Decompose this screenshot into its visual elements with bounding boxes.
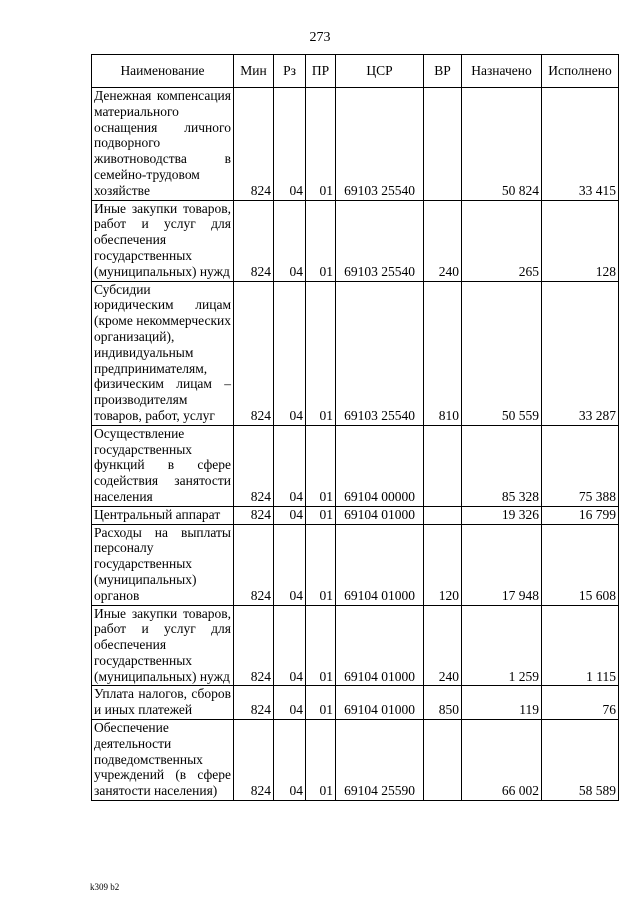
row-rz: 04 <box>274 720 306 801</box>
row-rz: 04 <box>274 506 306 524</box>
row-vr: 240 <box>424 200 462 281</box>
row-vr: 850 <box>424 686 462 720</box>
table-row <box>92 605 619 686</box>
row-name: Осуществление государственных функций в сфере содействия занятости населения <box>92 425 234 506</box>
row-min: 824 <box>234 605 274 686</box>
row-csr: 69104 01000 <box>336 506 424 524</box>
row-planned: 85 328 <box>462 425 542 506</box>
row-pr: 01 <box>306 200 336 281</box>
row-vr <box>424 425 462 506</box>
header-name: Наименование <box>92 55 234 88</box>
header-pr: ПР <box>306 55 336 88</box>
table-header-row <box>92 55 619 88</box>
row-planned: 265 <box>462 200 542 281</box>
row-min: 824 <box>234 506 274 524</box>
row-planned: 19 326 <box>462 506 542 524</box>
row-min: 824 <box>234 281 274 425</box>
row-csr: 69104 01000 <box>336 605 424 686</box>
row-rz: 04 <box>274 281 306 425</box>
row-min: 824 <box>234 524 274 605</box>
row-min: 824 <box>234 200 274 281</box>
row-planned: 50 559 <box>462 281 542 425</box>
row-rz: 04 <box>274 605 306 686</box>
row-pr: 01 <box>306 524 336 605</box>
row-vr: 810 <box>424 281 462 425</box>
row-planned: 17 948 <box>462 524 542 605</box>
row-rz: 04 <box>274 88 306 201</box>
header-vr: ВР <box>424 55 462 88</box>
row-csr: 69104 25590 <box>336 720 424 801</box>
row-executed: 33 287 <box>542 281 619 425</box>
row-rz: 04 <box>274 524 306 605</box>
row-planned: 50 824 <box>462 88 542 201</box>
table-row <box>92 425 619 506</box>
row-pr: 01 <box>306 506 336 524</box>
row-rz: 04 <box>274 686 306 720</box>
row-vr: 120 <box>424 524 462 605</box>
header-rz: Рз <box>274 55 306 88</box>
row-csr: 69104 00000 <box>336 425 424 506</box>
table-row <box>92 88 619 201</box>
page-number: 273 <box>309 30 331 45</box>
row-min: 824 <box>234 686 274 720</box>
row-planned: 119 <box>462 686 542 720</box>
budget-table <box>91 54 619 801</box>
row-csr: 69104 01000 <box>336 524 424 605</box>
row-name: Субсидии юридическим лицам (кроме некоммерческих организаций), индивидуальным предпринимателям, физическим лицам – производителям товаров, работ, услуг <box>92 281 234 425</box>
row-min: 824 <box>234 425 274 506</box>
row-executed: 15 608 <box>542 524 619 605</box>
row-csr: 69104 01000 <box>336 686 424 720</box>
row-rz: 04 <box>274 425 306 506</box>
row-pr: 01 <box>306 88 336 201</box>
row-vr <box>424 720 462 801</box>
row-executed: 58 589 <box>542 720 619 801</box>
table-row <box>92 200 619 281</box>
row-min: 824 <box>234 88 274 201</box>
table-row <box>92 281 619 425</box>
header-planned: Назначено <box>462 55 542 88</box>
table-row <box>92 524 619 605</box>
row-name: Уплата налогов, сборов и иных платежей <box>92 686 234 720</box>
row-pr: 01 <box>306 686 336 720</box>
row-name: Иные закупки товаров, работ и услуг для обеспечения государственных (муниципальных) нужд <box>92 605 234 686</box>
footer-code: k309 b2 <box>90 882 120 892</box>
row-executed: 76 <box>542 686 619 720</box>
row-name: Центральный аппарат <box>92 506 234 524</box>
row-pr: 01 <box>306 425 336 506</box>
row-rz: 04 <box>274 200 306 281</box>
row-vr <box>424 506 462 524</box>
row-vr <box>424 88 462 201</box>
row-name: Иные закупки товаров, работ и услуг для обеспечения государственных (муниципальных) нужд <box>92 200 234 281</box>
row-pr: 01 <box>306 720 336 801</box>
table-row <box>92 686 619 720</box>
table-row <box>92 506 619 524</box>
row-min: 824 <box>234 720 274 801</box>
row-csr: 69103 25540 <box>336 88 424 201</box>
row-csr: 69103 25540 <box>336 281 424 425</box>
header-executed: Исполнено <box>542 55 619 88</box>
row-pr: 01 <box>306 281 336 425</box>
row-csr: 69103 25540 <box>336 200 424 281</box>
row-name: Денежная компенсация материального оснащения личного подворного животноводства в семейно-трудовом хозяйстве <box>92 88 234 201</box>
header-min: Мин <box>234 55 274 88</box>
row-name: Обеспечение деятельности подведомственных учреждений (в сфере занятости населения) <box>92 720 234 801</box>
row-pr: 01 <box>306 605 336 686</box>
row-executed: 1 115 <box>542 605 619 686</box>
row-executed: 33 415 <box>542 88 619 201</box>
row-name: Расходы на выплаты персоналу государственных (муниципальных) органов <box>92 524 234 605</box>
header-csr: ЦСР <box>336 55 424 88</box>
row-executed: 16 799 <box>542 506 619 524</box>
table-row <box>92 720 619 801</box>
row-executed: 128 <box>542 200 619 281</box>
row-planned: 1 259 <box>462 605 542 686</box>
row-vr: 240 <box>424 605 462 686</box>
row-executed: 75 388 <box>542 425 619 506</box>
row-planned: 66 002 <box>462 720 542 801</box>
